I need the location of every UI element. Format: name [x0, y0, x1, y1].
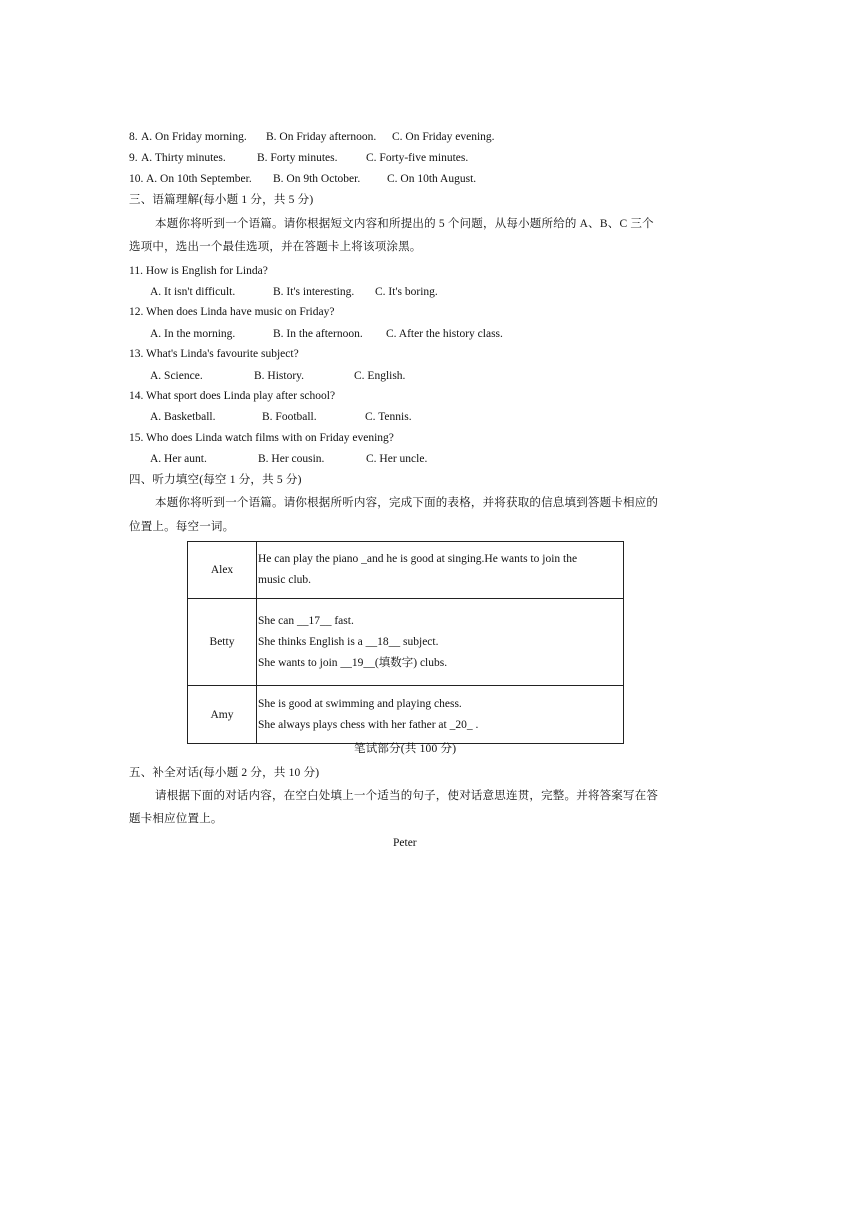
q13-question: 13. What's Linda's favourite subject?	[129, 348, 299, 360]
table-row	[188, 686, 624, 744]
table-desc-cell	[257, 686, 624, 744]
q10-option-a: A. On 10th September.	[146, 173, 252, 185]
q15-option-b: B. Her cousin.	[258, 453, 325, 465]
table-name-cell: Betty	[188, 599, 257, 686]
table-name-cell: Amy	[188, 686, 257, 744]
q15-option-a: A. Her aunt.	[150, 453, 207, 465]
table-row	[188, 599, 624, 686]
section-5-instruction-line1: 请根据下面的对话内容，在空白处填上一个适当的句子，使对话意思连贯，完整。并将答案写在答	[155, 790, 659, 802]
table-desc-line: music club.	[258, 574, 312, 586]
q14-question: 14. What sport does Linda play after school?	[129, 390, 336, 402]
q12-option-c: C. After the history class.	[386, 328, 503, 340]
q15-option-c: C. Her uncle.	[366, 453, 428, 465]
q10-option-b: B. On 9th October.	[273, 173, 361, 185]
section-3-instruction-line2: 选项中，选出一个最佳选项，并在答题卡上将该项涂黑。	[129, 241, 422, 253]
q8-option-a: A. On Friday morning.	[141, 131, 247, 143]
q14-option-c: C. Tennis.	[365, 411, 412, 423]
q11-option-b: B. It's interesting.	[273, 286, 355, 298]
section-5-instruction-line2: 题卡相应位置上。	[129, 813, 223, 825]
q13-option-c: C. English.	[354, 370, 406, 382]
q12-option-a: A. In the morning.	[150, 328, 236, 340]
q9-option-c: C. Forty-five minutes.	[366, 152, 469, 164]
q9-option-b: B. Forty minutes.	[257, 152, 338, 164]
table-desc-cell	[257, 542, 624, 599]
listening-table	[187, 541, 624, 744]
q15-question: 15. Who does Linda watch films with on Friday evening?	[129, 432, 394, 444]
table-desc-line: She wants to join __19__(填数字) clubs.	[258, 656, 448, 669]
q10-option-c: C. On 10th August.	[387, 173, 477, 185]
table-name-cell: Alex	[188, 542, 257, 599]
table-desc-line: He can play the piano _and he is good at singing.He wants to join the	[258, 553, 578, 565]
table-desc-cell	[257, 599, 624, 686]
section-4-heading: 四、听力填空(每空 1 分，共 5 分)	[129, 474, 302, 486]
written-part-heading: 笔试部分(共 100 分)	[354, 743, 457, 755]
q11-option-c: C. It's boring.	[375, 286, 438, 298]
section-3-heading: 三、语篇理解(每小题 1 分，共 5 分)	[129, 194, 314, 206]
table-desc-line: She thinks English is a __18__ subject.	[258, 635, 439, 648]
q8-option-b: B. On Friday afternoon.	[266, 131, 377, 143]
q8-number: 8.	[129, 131, 138, 143]
q12-option-b: B. In the afternoon.	[273, 328, 363, 340]
section-3-instruction-line1: 本题你将听到一个语篇。请你根据短文内容和所提出的 5 个问题，从每小题所给的 A、B、C 三个	[155, 218, 654, 230]
q11-option-a: A. It isn't difficult.	[150, 286, 236, 298]
table-desc-line: She is good at swimming and playing chess.	[258, 697, 462, 710]
section-4-instruction-line1: 本题你将听到一个语篇。请你根据所听内容，完成下面的表格，并将获取的信息填到答题卡相应的	[155, 497, 659, 509]
q9-number: 9.	[129, 152, 138, 164]
q13-option-a: A. Science.	[150, 370, 203, 382]
section-4-instruction-line2: 位置上。每空一词。	[129, 521, 235, 533]
q12-question: 12. When does Linda have music on Friday?	[129, 306, 335, 318]
section-5-heading: 五、补全对话(每小题 2 分，共 10 分)	[129, 767, 320, 779]
q10-number: 10.	[129, 173, 144, 185]
table-desc-line: She can __17__ fast.	[258, 614, 354, 627]
q14-option-b: B. Football.	[262, 411, 317, 423]
q11-question: 11. How is English for Linda?	[129, 265, 268, 277]
q14-option-a: A. Basketball.	[150, 411, 216, 423]
q9-option-a: A. Thirty minutes.	[141, 152, 226, 164]
table-desc-line: She always plays chess with her father at _20_ .	[258, 718, 479, 731]
q13-option-b: B. History.	[254, 370, 305, 382]
q8-option-c: C. On Friday evening.	[392, 131, 495, 143]
table-row	[188, 542, 624, 599]
dialogue-speaker: Peter	[393, 837, 417, 849]
